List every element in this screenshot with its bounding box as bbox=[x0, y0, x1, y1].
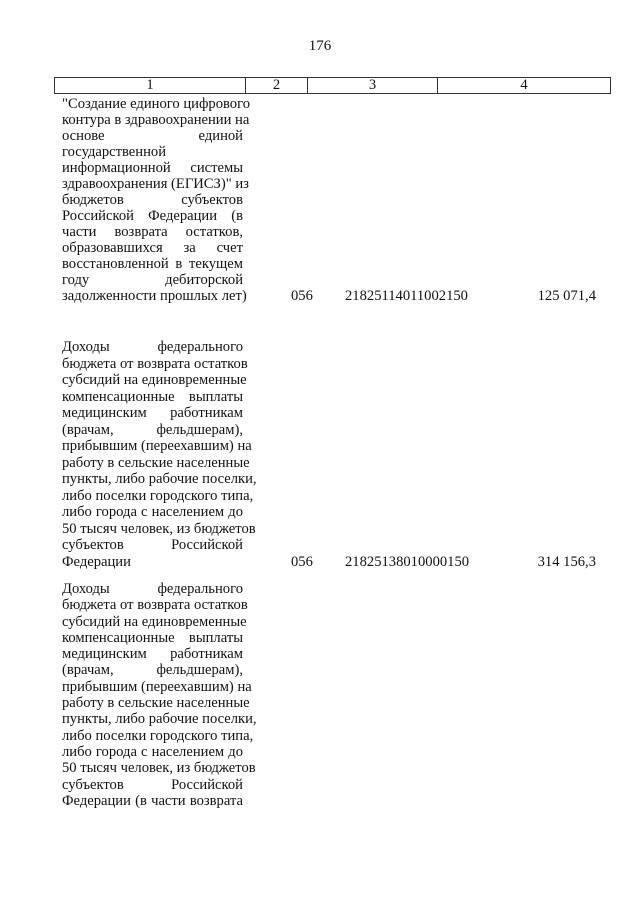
description-line: здравоохранения (ЕГИСЗ)" из bbox=[62, 176, 249, 192]
description-line: субсидий на единовременные bbox=[62, 613, 247, 630]
amount: 125 071,4 bbox=[537, 288, 596, 304]
header-col-4: 4 bbox=[438, 78, 611, 94]
description-line: прибывшим (переехавшим) на bbox=[62, 678, 252, 695]
description-line: прибывшим (переехавшим) на bbox=[62, 438, 252, 454]
description-line: задолженности прошлых лет) bbox=[62, 288, 247, 304]
description-line: медицинским работникам bbox=[62, 646, 243, 663]
header-col-1: 1 bbox=[55, 78, 246, 94]
header-col-3: 3 bbox=[308, 78, 438, 94]
description-line: (врачам, фельдшерам), bbox=[62, 662, 243, 679]
description-line: компенсационные выплаты bbox=[62, 388, 243, 405]
description-line: образовавшихся за счет bbox=[62, 240, 243, 256]
budget-classification-code: 21825114011002150 bbox=[345, 288, 468, 304]
description-line: Федерации bbox=[62, 553, 131, 570]
description-line: работу в сельские населенные bbox=[62, 454, 250, 471]
description-line: государственной bbox=[62, 144, 167, 160]
description-line: пункты, либо рабочие поселки, bbox=[62, 711, 257, 728]
header-col-2: 2 bbox=[246, 78, 308, 94]
description-line: бюджета от возврата остатков bbox=[62, 597, 248, 614]
description-line: Российской Федерации (в bbox=[62, 208, 243, 224]
row-description bbox=[62, 581, 257, 809]
description-line: либо города с населением до bbox=[62, 504, 243, 520]
description-line: субсидий на единовременные bbox=[62, 372, 247, 388]
row-description bbox=[62, 339, 257, 570]
description-line: Доходы федерального bbox=[62, 581, 243, 597]
admin-code: 056 bbox=[291, 288, 313, 304]
description-line: либо поселки городского типа, bbox=[62, 487, 254, 504]
row-description bbox=[62, 96, 251, 304]
description-line: (врачам, фельдшерам), bbox=[62, 421, 243, 438]
description-line: восстановленной в текущем bbox=[62, 256, 243, 272]
description-line: бюджета от возврата остатков bbox=[62, 355, 248, 372]
description-line: компенсационные выплаты bbox=[62, 629, 243, 646]
description-line: контура в здравоохранении на bbox=[62, 112, 250, 128]
description-line: 50 тысяч человек, из бюджетов bbox=[62, 760, 256, 777]
admin-code: 056 bbox=[291, 553, 313, 570]
description-line: информационной системы bbox=[62, 160, 243, 176]
description-line: "Создание единого цифрового bbox=[62, 96, 251, 112]
description-line: субъектов Российской bbox=[62, 776, 243, 793]
description-line: медицинским работникам bbox=[62, 405, 243, 421]
description-line: 50 тысяч человек, из бюджетов bbox=[62, 520, 256, 537]
page-number: 176 bbox=[308, 38, 332, 54]
description-line: бюджетов субъектов bbox=[62, 192, 243, 208]
description-line: году дебиторской bbox=[62, 272, 243, 288]
description-line: либо поселки городского типа, bbox=[62, 727, 254, 744]
description-line: либо города с населением до bbox=[62, 743, 243, 760]
table-header bbox=[54, 77, 611, 94]
amount: 314 156,3 bbox=[537, 553, 596, 570]
description-line: Федерации (в части возврата bbox=[62, 792, 243, 809]
description-line: Доходы федерального bbox=[62, 339, 243, 355]
budget-classification-code: 21825138010000150 bbox=[345, 553, 470, 570]
description-line: основе единой bbox=[62, 128, 243, 144]
description-line: пункты, либо рабочие поселки, bbox=[62, 471, 257, 487]
description-line: субъектов Российской bbox=[62, 537, 243, 553]
description-line: части возврата остатков, bbox=[62, 224, 243, 240]
description-line: работу в сельские населенные bbox=[62, 695, 250, 712]
